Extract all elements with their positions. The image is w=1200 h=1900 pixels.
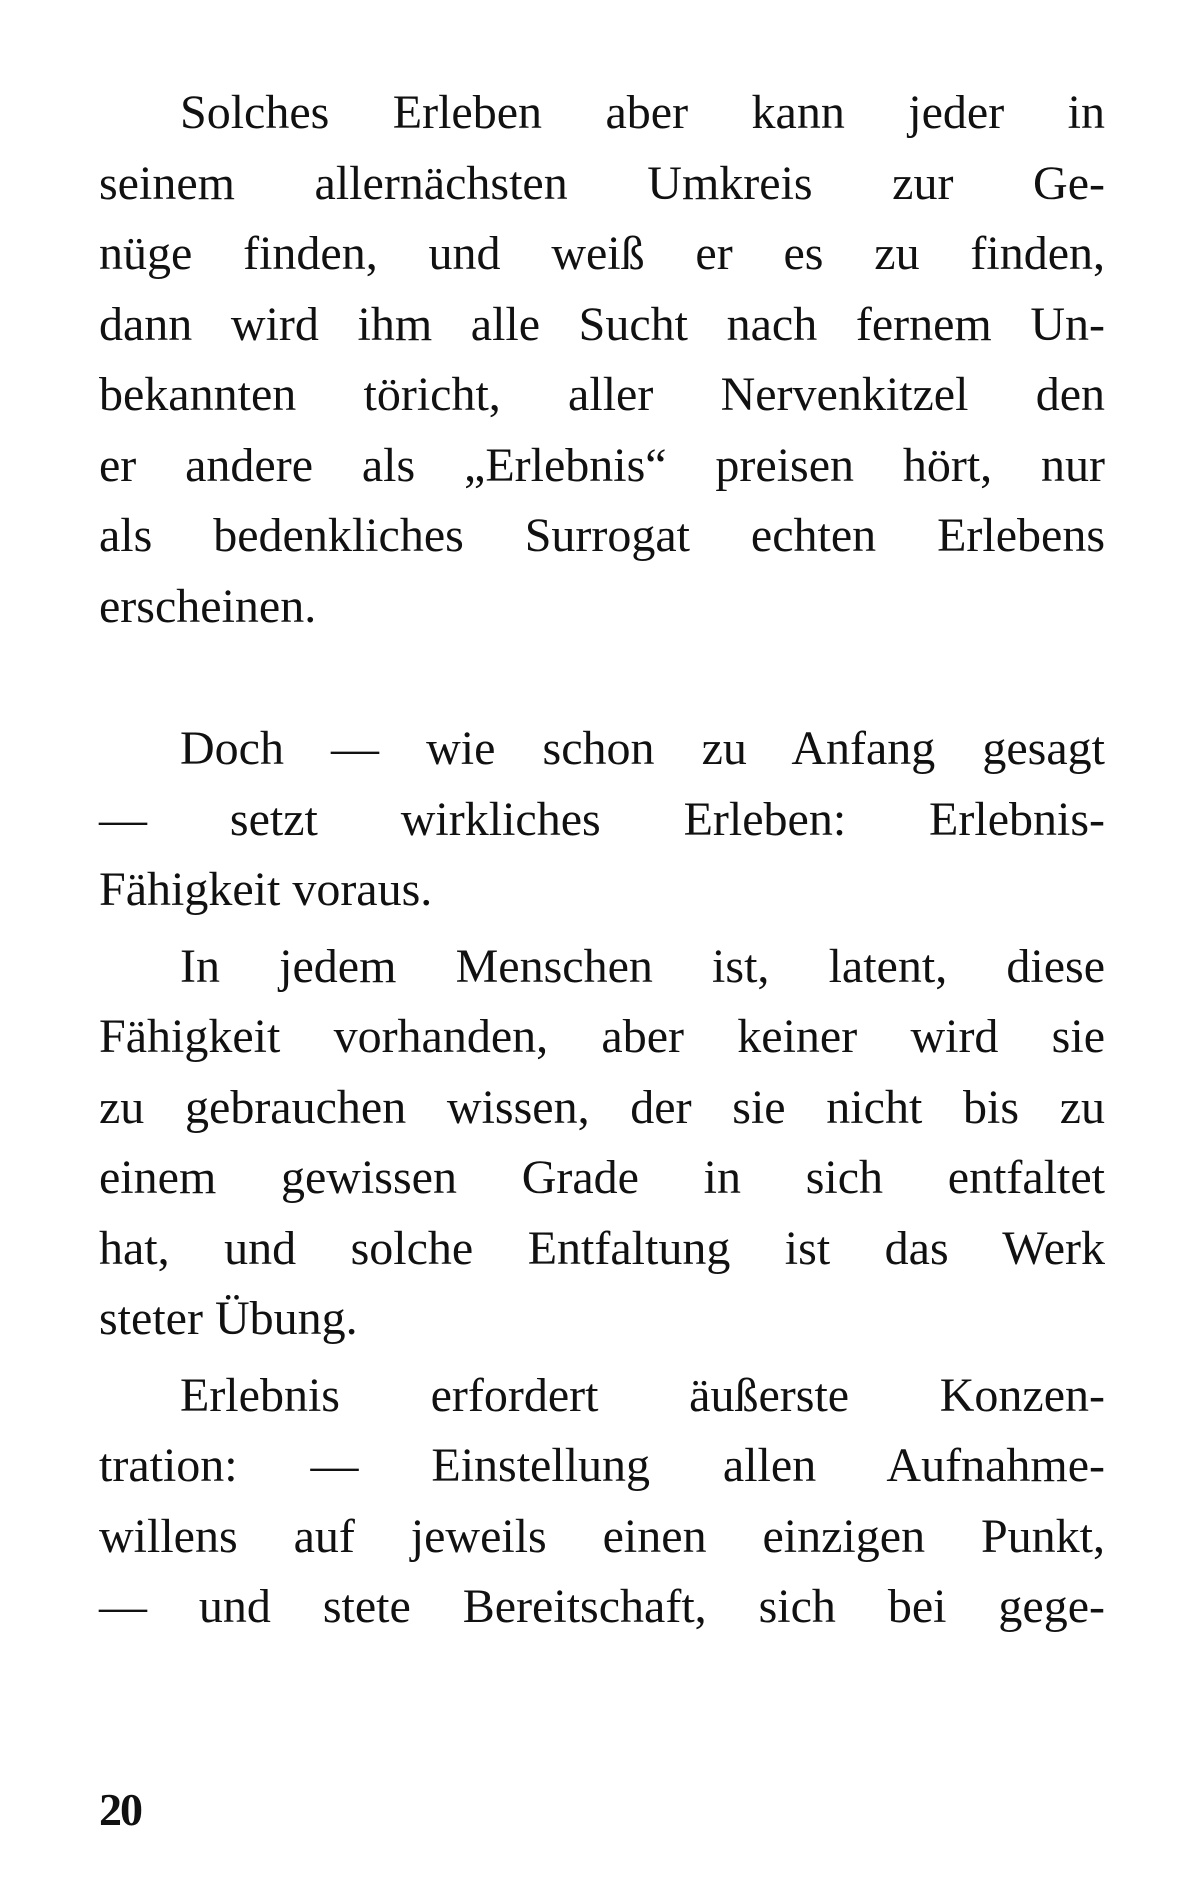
text-line: seinem allernächsten Umkreis zur Ge- (99, 156, 1105, 210)
text-line: Erlebnis erfordert äußerste Konzen- (180, 1368, 1105, 1422)
paragraph-3 (99, 932, 1105, 1355)
paragraph-2 (99, 714, 1105, 926)
text-line: — setzt wirkliches Erleben: Erlebnis- (99, 792, 1105, 846)
text-line: bekannten töricht, aller Nervenkitzel den (99, 368, 1105, 421)
text-line: nüge finden, und weiß er es zu finden, (99, 227, 1105, 280)
text-line: steter Übung. (99, 1292, 358, 1345)
page-number: 20 (99, 1784, 141, 1835)
text-line: Fähigkeit vorhanden, aber keiner wird sie (99, 1010, 1105, 1063)
text-line: Fähigkeit voraus. (99, 863, 433, 916)
text-line: — und stete Bereitschaft, sich bei gege- (99, 1580, 1105, 1633)
text-line: dann wird ihm alle Sucht nach fernem Un- (99, 297, 1105, 351)
text-line: In jedem Menschen ist, latent, diese (180, 939, 1105, 993)
text-line: willens auf jeweils einen einzigen Punkt, (99, 1509, 1105, 1563)
text-line: er andere als „Erlebnis“ preisen hört, nur (99, 438, 1105, 492)
text-line: erscheinen. (99, 579, 317, 633)
text-line: zu gebrauchen wissen, der sie nicht bis zu (99, 1080, 1105, 1134)
text-line: Solches Erleben aber kann jeder in (180, 86, 1105, 139)
text-line: hat, und solche Entfaltung ist das Werk (99, 1221, 1105, 1275)
text-line: Doch — wie schon zu Anfang gesagt (180, 722, 1105, 775)
text-line: als bedenkliches Surrogat echten Erlebens (99, 509, 1105, 562)
page-body (99, 78, 1105, 1643)
text-line: tration: — Einstellung allen Aufnahme- (99, 1439, 1105, 1492)
paragraph-4 (99, 1361, 1105, 1643)
text-line: einem gewissen Grade in sich entfaltet (99, 1151, 1105, 1204)
paragraph-1 (99, 78, 1105, 642)
